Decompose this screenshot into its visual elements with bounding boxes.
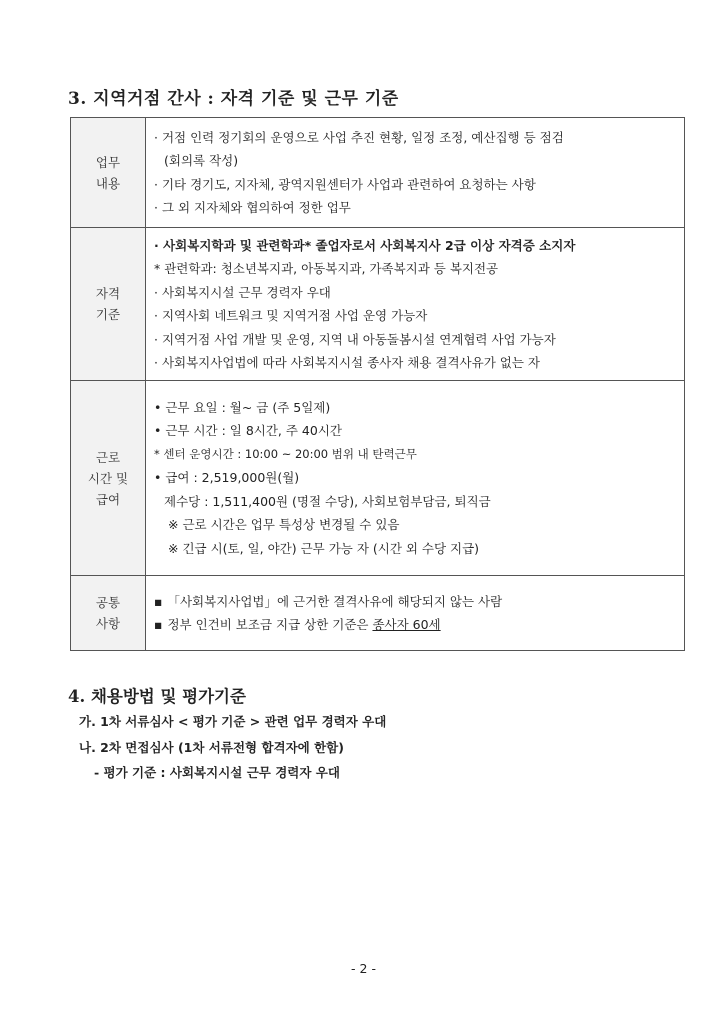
table-row-qualification: [71, 228, 685, 381]
requirements-table: [70, 117, 685, 651]
common-line: [154, 613, 676, 637]
label-line: 공통: [95, 595, 121, 610]
hours-line: • 급여 : 2,519,000원(월): [154, 470, 300, 486]
hours-line: • 근무 시간 : 일 8시간, 주 40시간: [154, 423, 342, 439]
common-line: ▪ 「사회복지사업법」에 근거한 결격사유에 해당되지 않는 사람: [154, 590, 676, 614]
hours-line: 제수당 : 1,511,400원 (명절 수당), 사회보험부담금, 퇴직금: [164, 493, 491, 509]
row-content-duties: [146, 118, 685, 228]
label-line: 급여: [95, 491, 121, 507]
label-line: 근로: [95, 449, 121, 465]
label-line: 내용: [95, 175, 121, 191]
hours-line: ※ 긴급 시(토, 일, 야간) 근무 가능 자 (시간 외 수당 지급): [168, 540, 480, 556]
row-label-common: [71, 576, 146, 651]
qualification-line: · 지역사회 네트워크 및 지역거점 사업 운영 가능자: [154, 308, 428, 323]
common-text: 정부 인건비 보조금 지급 상한 기준은: [167, 617, 373, 632]
hours-line: • 근무 요일 : 월~ 금 (주 5일제): [154, 399, 331, 415]
section3-title: 3. 지역거점 간사 : 자격 기준 및 근무 기준: [68, 89, 399, 109]
evaluation-criteria: - 평가 기준 : 사회복지시설 근무 경력자 우대: [94, 765, 340, 780]
table-row-hours-pay: [71, 381, 685, 576]
qualification-line: · 사회복지학과 및 관련학과* 졸업자로서 사회복지사 2급 이상 자격증 소지자: [154, 237, 576, 253]
age-limit: 종사자 60세: [372, 617, 441, 632]
row-content-hours-pay: [146, 381, 685, 576]
label-line: 업무: [95, 154, 121, 170]
label-line: 자격: [95, 286, 121, 301]
screening-step-1: 가. 1차 서류심사 < 평가 기준 > 관련 업무 경력자 우대: [79, 714, 387, 729]
table-row-common: [71, 576, 685, 651]
page-number: - 2 -: [351, 961, 376, 976]
row-content-qualification: [146, 228, 685, 381]
row-label-qualification: [71, 228, 146, 381]
section4-title: 4. 채용방법 및 평가기준: [68, 687, 246, 706]
qualification-line: · 사회복지시설 근무 경력자 우대: [154, 284, 331, 300]
label-line: 사항: [95, 616, 121, 631]
qualification-line: * 관련학과: 청소년복지과, 아동복지과, 가족복지과 등 복지전공: [154, 261, 499, 276]
screening-step-2: 나. 2차 면접심사 (1차 서류전형 합격자에 한함): [79, 740, 344, 755]
duty-line: (회의록 작성): [164, 153, 239, 168]
row-label-hours-pay: [71, 381, 146, 576]
hours-line: * 센터 운영시간 : 10:00 ~ 20:00 범위 내 탄력근무: [154, 446, 417, 461]
duty-line: · 거점 인력 정기회의 운영으로 사업 추진 현황, 일정 조정, 예산집행 등 점검: [154, 129, 564, 145]
qualification-line: · 사회복지사업법에 따라 사회복지시설 종사자 채용 결격사유가 없는 자: [154, 355, 540, 370]
row-label-duties: [71, 118, 146, 228]
hours-line: ※ 근로 시간은 업무 특성상 변경될 수 있음: [168, 517, 400, 533]
label-line: 기준: [95, 307, 121, 322]
table-row-duties: [71, 118, 685, 228]
duty-line: · 그 외 지자체와 협의하여 정한 업무: [154, 200, 351, 215]
duty-line: · 기타 경기도, 지자체, 광역지원센터가 사업과 관련하여 요청하는 사항: [154, 176, 536, 192]
label-line: 시간 및: [87, 470, 129, 486]
row-content-common: [146, 576, 685, 651]
qualification-line: · 지역거점 사업 개발 및 운영, 지역 내 아동돌봄시설 연계협력 사업 가능자: [154, 331, 556, 347]
